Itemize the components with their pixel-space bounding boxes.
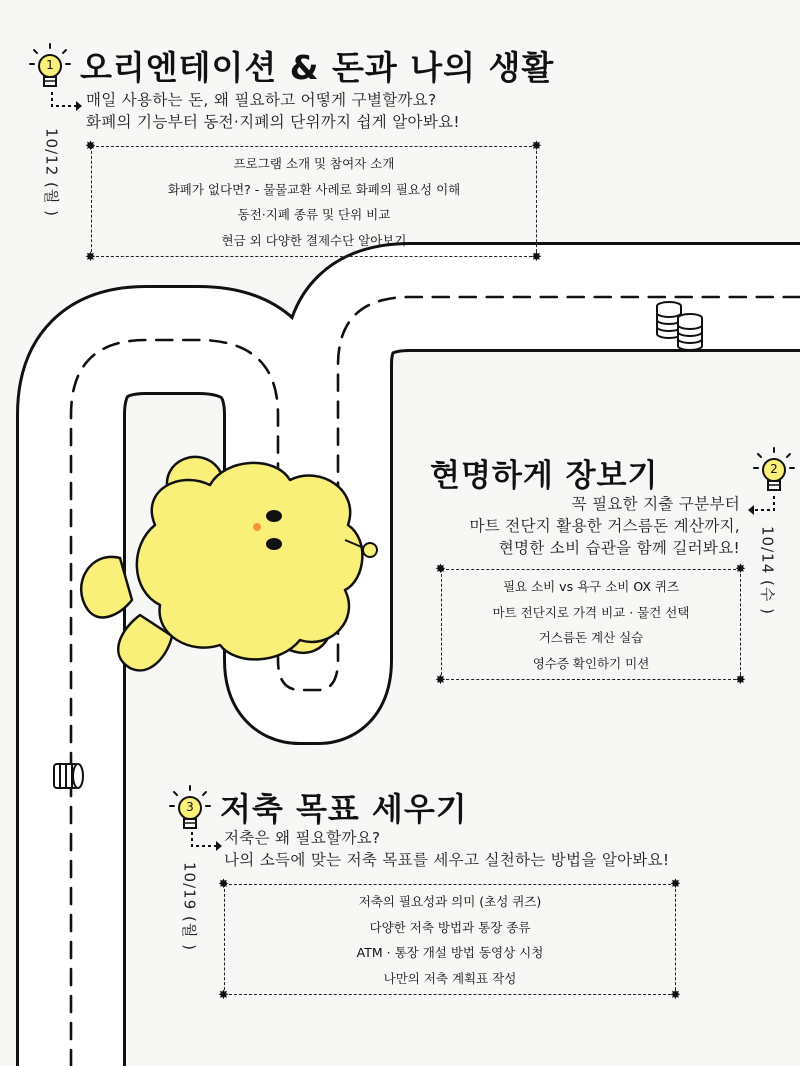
star-icon: ✸ [218, 877, 229, 892]
list-item: 다양한 저축 방법과 통장 종류 [369, 919, 531, 935]
list-item: ATM · 통장 개설 방법 동영상 시청 [356, 945, 544, 961]
arrow-icon [46, 90, 86, 114]
section-3-desc-1: 저축은 왜 필요할까요? [224, 829, 381, 847]
section-2-title: 현명하게 장보기 [430, 458, 659, 494]
section-3-date: 10/19 (월 ) [180, 862, 199, 951]
list-item: 마트 전단지로 가격 비교 · 물건 선택 [492, 604, 690, 620]
section-1-checklist [91, 146, 537, 257]
list-item: 동전·지폐 종류 및 단위 비교 [237, 207, 391, 223]
yellow-blob-character [60, 440, 390, 680]
star-icon: ✸ [531, 250, 542, 265]
section-2-desc-3: 현명한 소비 습관을 함께 길러봐요! [498, 539, 740, 557]
star-icon: ✸ [435, 562, 446, 577]
list-item: 영수증 확인하기 미션 [532, 655, 650, 671]
section-3-desc-2: 나의 소득에 맞는 저축 목표를 세우고 실천하는 방법을 알아봐요! [224, 851, 670, 869]
section-2-desc-2: 마트 전단지 활용한 거스름돈 계산까지, [469, 517, 740, 535]
section-1-title: 오리엔테이션 & 돈과 나의 생활 [80, 48, 555, 87]
section-3-title: 저축 목표 세우기 [220, 790, 468, 828]
list-item: 현금 외 다양한 결제수단 알아보기 [221, 232, 407, 248]
star-icon: ✸ [85, 250, 96, 265]
list-item: 필요 소비 vs 욕구 소비 OX 퀴즈 [502, 579, 680, 595]
section-2-desc-1: 꼭 필요한 지출 구분부터 [571, 495, 740, 513]
coin-roll-icon [48, 758, 88, 794]
star-icon: ✸ [735, 673, 746, 688]
list-item: 프로그램 소개 및 참여자 소개 [233, 156, 395, 172]
star-icon: ✸ [670, 877, 681, 892]
section-2-number: 2 [770, 462, 778, 476]
star-icon: ✸ [670, 988, 681, 1003]
list-item: 거스름돈 계산 실습 [538, 630, 644, 646]
section-1-number: 1 [46, 58, 54, 72]
section-1-desc-1: 매일 사용하는 돈, 왜 필요하고 어떻게 구별할까요? [86, 91, 437, 109]
star-icon: ✸ [218, 988, 229, 1003]
section-1-date: 10/12 (월 ) [42, 128, 61, 217]
star-icon: ✸ [735, 562, 746, 577]
list-item: 나만의 저축 계획표 작성 [383, 970, 517, 986]
list-item: 화폐가 없다면? - 물물교환 사례로 화폐의 필요성 이해 [167, 181, 461, 197]
section-3-checklist [224, 884, 676, 995]
section-2-checklist [441, 569, 741, 680]
list-item: 저축의 필요성과 의미 (초성 퀴즈) [358, 894, 542, 910]
section-3-number: 3 [186, 800, 194, 814]
section-1-desc-2: 화폐의 기능부터 동전·지폐의 단위까지 쉽게 알아봐요! [86, 113, 460, 131]
star-icon: ✸ [85, 139, 96, 154]
star-icon: ✸ [531, 139, 542, 154]
section-2-date: 10/14 (수 ) [758, 526, 777, 615]
coin-stack-icon [652, 298, 708, 354]
star-icon: ✸ [435, 673, 446, 688]
